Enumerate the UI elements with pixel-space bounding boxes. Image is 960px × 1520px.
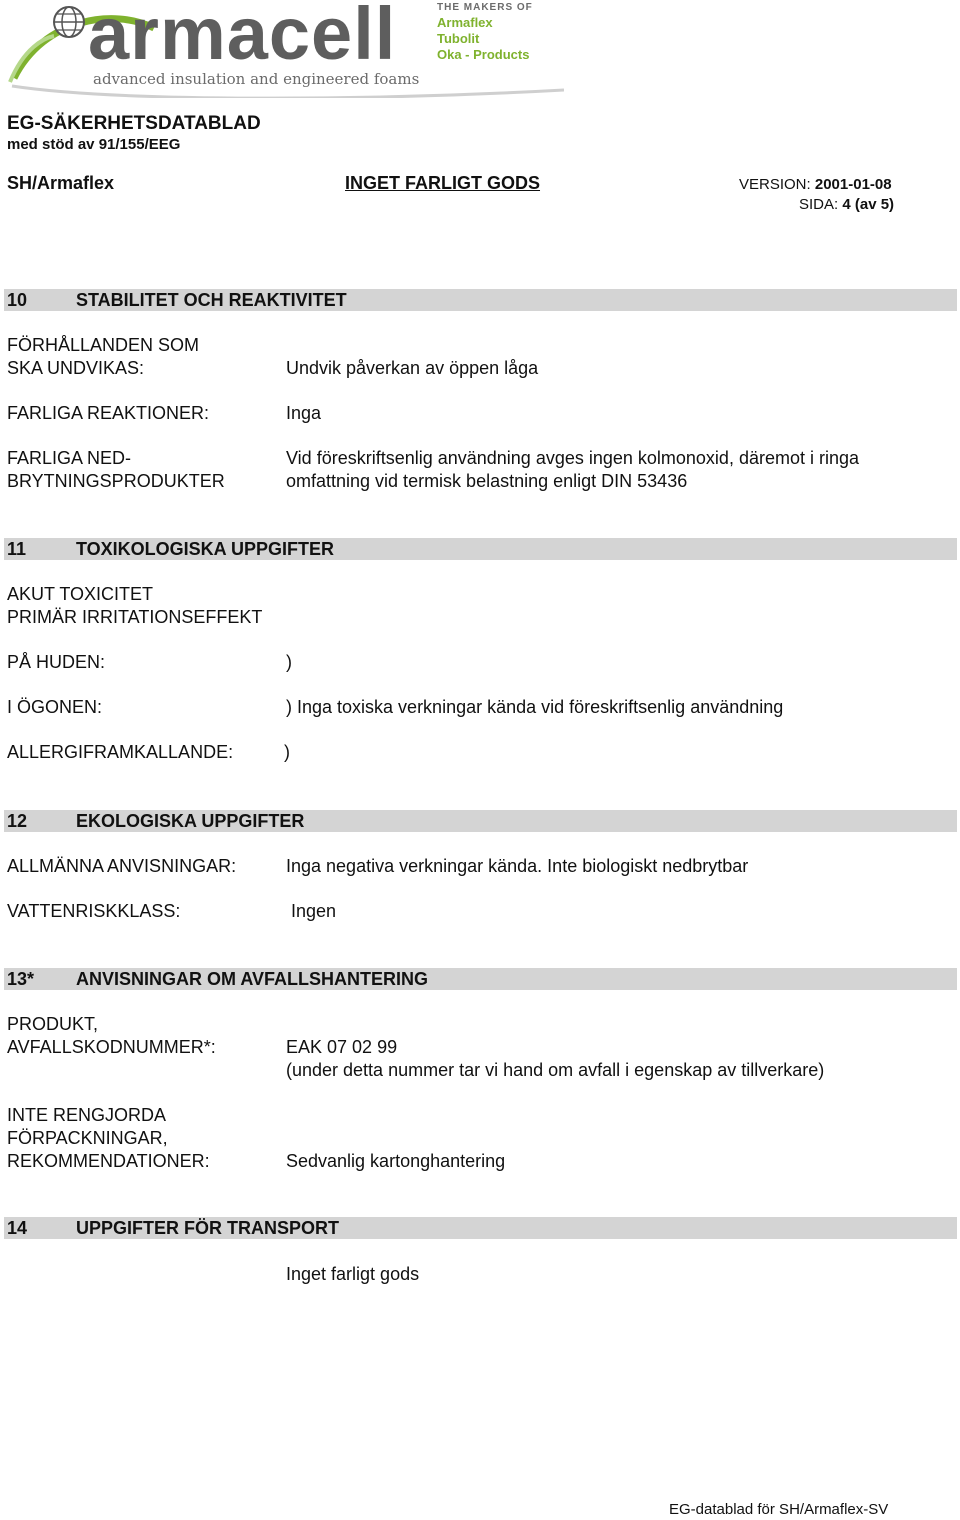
brand-product-armaflex: Armaflex (437, 15, 493, 30)
section-13-header (4, 968, 957, 990)
transport-value: Inget farligt gods (286, 1264, 420, 1284)
decomposition-label-line2: BRYTNINGSPRODUKTER (7, 471, 225, 491)
packaging-label-line2: FÖRPACKNINGAR, (7, 1128, 168, 1148)
decomposition-label-line1: FARLIGA NED- (7, 448, 132, 468)
section-title: TOXIKOLOGISKA UPPGIFTER (76, 539, 335, 559)
product-name: SH/Armaflex (7, 173, 115, 193)
eyes-label: I ÖGONEN: (7, 697, 103, 717)
page-value: 4 (av 5) (842, 196, 895, 213)
packaging-label-line3: REKOMMENDATIONER: (7, 1151, 210, 1171)
globe-icon (52, 5, 86, 39)
section-number: 13* (7, 969, 35, 989)
primary-irritation-label: PRIMÄR IRRITATIONSEFFEKT (7, 607, 263, 627)
skin-label: PÅ HUDEN: (7, 652, 106, 672)
product-waste-label-line2: AVFALLSKODNUMMER*: (7, 1037, 216, 1057)
document-title: EG-SÄKERHETSDATABLAD (7, 113, 261, 134)
decomposition-value-line1: Vid föreskriftsenlig användning avges ingen kolmonoxid, däremot i ringa (286, 448, 860, 468)
section-number: 11 (7, 539, 27, 559)
reactions-value: Inga (286, 403, 322, 423)
version-label: VERSION: (739, 176, 811, 193)
transport-notice: INGET FARLIGT GODS (345, 173, 541, 193)
page-line (799, 194, 894, 216)
acute-toxicity-label: AKUT TOXICITET (7, 584, 154, 604)
brand-product-oka: Oka - Products (437, 47, 530, 62)
eyes-value: ) Inga toxiska verkningar kända vid föreskriftsenlig användning (286, 697, 784, 717)
waste-code-value: EAK 07 02 99 (286, 1037, 398, 1057)
section-number: 12 (7, 811, 28, 831)
section-11-header (4, 538, 957, 560)
brand-tagline: advanced insulation and engineered foams (93, 70, 420, 88)
section-number: 14 (7, 1218, 28, 1238)
version-value: 2001-01-08 (814, 176, 892, 193)
footer-text: EG-datablad för SH/Armaflex-SV (669, 1501, 889, 1518)
section-title: EKOLOGISKA UPPGIFTER (76, 811, 305, 831)
allergy-value: ) (284, 742, 290, 762)
brand-makers-label: THE MAKERS OF (437, 2, 533, 13)
packaging-value: Sedvanlig kartonghantering (286, 1151, 506, 1171)
section-14-header (4, 1217, 957, 1239)
water-hazard-value: Ingen (291, 901, 337, 921)
section-title: ANVISNINGAR OM AVFALLSHANTERING (76, 969, 429, 989)
reactions-label: FARLIGA REAKTIONER: (7, 403, 210, 423)
section-title: STABILITET OCH REAKTIVITET (76, 290, 347, 310)
conditions-label-line1: FÖRHÅLLANDEN SOM (7, 335, 200, 355)
general-advice-label: ALLMÄNNA ANVISNINGAR: (7, 856, 237, 876)
packaging-label-line1: INTE RENGJORDA (7, 1105, 167, 1125)
allergy-label: ALLERGIFRAMKALLANDE: (7, 742, 234, 762)
section-number: 10 (7, 290, 28, 310)
general-advice-value: Inga negativa verkningar kända. Inte biologiskt nedbrytbar (286, 856, 749, 876)
section-title: UPPGIFTER FÖR TRANSPORT (76, 1218, 340, 1238)
conditions-label-line2: SKA UNDVIKAS: (7, 358, 145, 378)
page-label: SIDA: (799, 196, 839, 213)
version-line (739, 174, 892, 196)
brand-name: armacell (88, 0, 397, 75)
section-10-header (4, 289, 957, 311)
decomposition-value-line2: omfattning vid termisk belastning enligt DIN 53436 (286, 471, 688, 491)
waste-code-note: (under detta nummer tar vi hand om avfall i egenskap av tillverkare) (286, 1060, 825, 1080)
brand-product-tubolit: Tubolit (437, 31, 480, 46)
section-12-header (4, 810, 957, 832)
conditions-value: Undvik påverkan av öppen låga (286, 358, 539, 378)
armacell-logo (0, 0, 570, 95)
document-subtitle: med stöd av 91/155/EEG (7, 136, 181, 153)
water-hazard-label: VATTENRISKKLASS: (7, 901, 181, 921)
skin-value: ) (286, 652, 292, 672)
product-waste-label-line1: PRODUKT, (7, 1014, 99, 1034)
